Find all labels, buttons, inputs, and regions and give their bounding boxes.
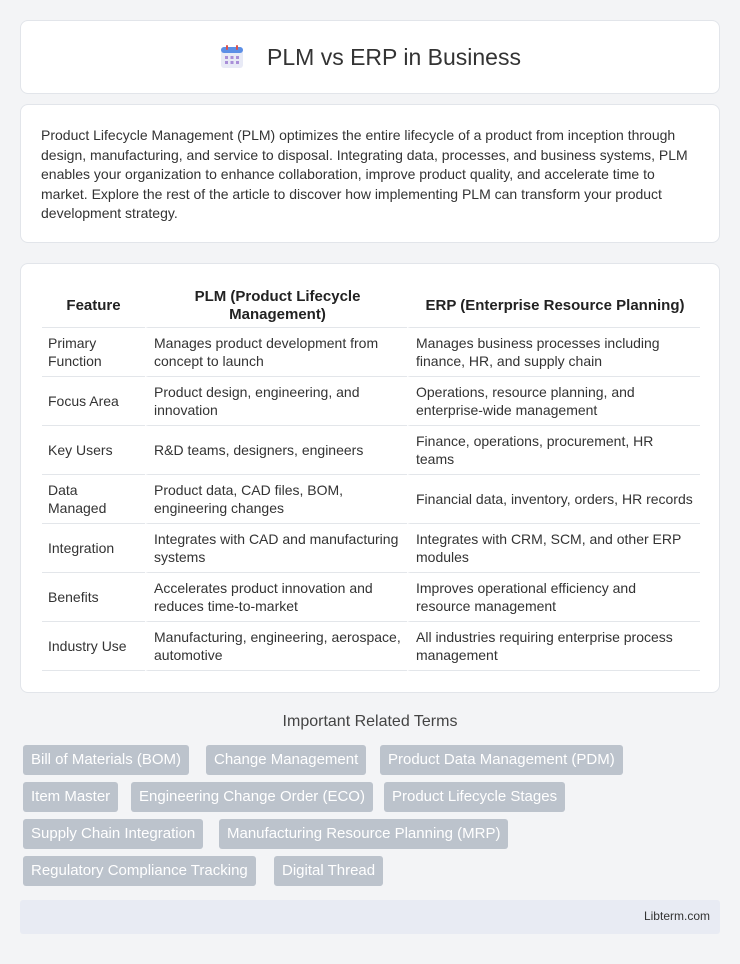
plm-cell: Integrates with CAD and manufacturing systems: [145, 524, 407, 573]
term-tag[interactable]: Supply Chain Integration: [23, 819, 203, 849]
erp-cell: Integrates with CRM, SCM, and other ERP modules: [407, 524, 700, 573]
plm-cell: Manufacturing, engineering, aerospace, automotive: [145, 622, 407, 671]
term-tag[interactable]: Engineering Change Order (ECO): [131, 782, 373, 812]
erp-cell: Manages business processes including finance, HR, and supply chain: [407, 328, 700, 377]
term-tag[interactable]: Manufacturing Resource Planning (MRP): [219, 819, 508, 849]
plm-cell: Product design, engineering, and innovation: [145, 377, 407, 426]
term-tag[interactable]: Product Lifecycle Stages: [384, 782, 565, 812]
erp-cell: Operations, resource planning, and enterprise-wide management: [407, 377, 700, 426]
header-erp: ERP (Enterprise Resource Planning): [407, 284, 700, 328]
table-row: [42, 475, 700, 524]
footer: [20, 900, 720, 934]
erp-cell: Finance, operations, procurement, HR teams: [407, 426, 700, 475]
title-card: [20, 20, 720, 94]
term-tag[interactable]: Item Master: [23, 782, 118, 812]
plm-cell: Accelerates product innovation and reduces time-to-market: [145, 573, 407, 622]
header-plm: PLM (Product Lifecycle Management): [145, 284, 407, 328]
intro-card: [20, 104, 720, 243]
calendar-icon: [219, 44, 245, 70]
intro-paragraph: Product Lifecycle Management (PLM) optimizes the entire lifecycle of a product from inception through design, manufacturing, and service to disposal. Integrating data, processes, and business systems, PLM enables your organization to enhance collaboration, improve product quality, and accelerate time to market. Explore the rest of the article to discover how implementing PLM can transform your product development strategy.: [41, 127, 688, 221]
plm-cell: R&D teams, designers, engineers: [145, 426, 407, 475]
feature-cell: Benefits: [42, 573, 145, 622]
table-row: [42, 328, 700, 377]
table-row: [42, 622, 700, 671]
erp-cell: Improves operational efficiency and resource management: [407, 573, 700, 622]
erp-cell: All industries requiring enterprise process management: [407, 622, 700, 671]
table-row: [42, 524, 700, 573]
term-tag[interactable]: Digital Thread: [274, 856, 383, 886]
feature-cell: Integration: [42, 524, 145, 573]
page-title: PLM vs ERP in Business: [267, 43, 521, 70]
related-terms-title: Important Related Terms: [282, 713, 458, 730]
comparison-card: [20, 263, 720, 693]
footer-source-link[interactable]: Libterm.com: [643, 909, 710, 923]
feature-cell: Primary Function: [42, 328, 145, 377]
term-tag[interactable]: Change Management: [206, 745, 366, 775]
erp-cell: Financial data, inventory, orders, HR records: [407, 475, 700, 524]
table-row: [42, 426, 700, 475]
feature-cell: Industry Use: [42, 622, 145, 671]
feature-cell: Key Users: [42, 426, 145, 475]
feature-cell: Focus Area: [42, 377, 145, 426]
table-row: [42, 573, 700, 622]
comparison-table: [42, 284, 700, 671]
feature-cell: Data Managed: [42, 475, 145, 524]
term-tag[interactable]: Product Data Management (PDM): [380, 745, 623, 775]
table-header-row: [42, 284, 700, 328]
plm-cell: Manages product development from concept to launch: [145, 328, 407, 377]
term-tag[interactable]: Bill of Materials (BOM): [23, 745, 189, 775]
header-feature: Feature: [42, 284, 145, 328]
plm-cell: Product data, CAD files, BOM, engineering changes: [145, 475, 407, 524]
table-row: [42, 377, 700, 426]
term-tag[interactable]: Regulatory Compliance Tracking: [23, 856, 256, 886]
